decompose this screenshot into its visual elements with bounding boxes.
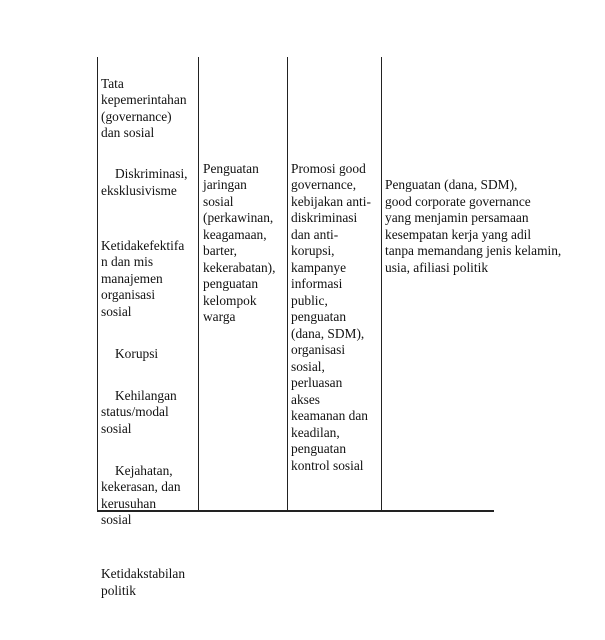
table-cell-public-response bbox=[291, 144, 381, 491]
risk-item-korupsi: Korupsi bbox=[115, 345, 159, 361]
table-divider-2 bbox=[287, 57, 288, 512]
risk-item-kehilangan-status: Kehilangan status/modal sosial bbox=[101, 387, 177, 436]
market-response-text: Penguatan (dana, SDM), good corporate governance yang menjamin persamaan kesempatan kerja yang adil tanpa memandang jenis kelamin, usia, afiliasi politik bbox=[385, 177, 562, 275]
risk-item-ketidakstabilan: Ketidakstabilan politik bbox=[101, 566, 186, 598]
risk-item-ketidakefektifan: Ketidakefektifa n dan mis manajemen organisasi sosial bbox=[101, 237, 185, 319]
table-cell-risk-column bbox=[101, 59, 197, 616]
table-divider-3 bbox=[381, 57, 382, 512]
table-cell-informal-response bbox=[203, 144, 287, 342]
informal-response-text: Penguatan jaringan sosial (perkawinan, keagamaan, barter, kekerabatan), penguatan kelompok warga bbox=[203, 160, 276, 324]
table-cell-market-response bbox=[385, 144, 605, 309]
public-response-text: Promosi good governance, kebijakan anti- diskriminasi dan anti- korupsi, kampanye informasi public, penguatan (dana, SDM), organisasi sosial, perluasan akses keamanan dan keadilan, penguatan kontrol sosial bbox=[291, 160, 371, 473]
table-divider-1 bbox=[198, 57, 199, 512]
risk-item-kejahatan: Kejahatan, kekerasan, dan kerusuhan sosial bbox=[101, 462, 181, 527]
table-border-left bbox=[97, 57, 98, 512]
risk-category-heading: Tata kepemerintahan (governance) dan sosial bbox=[101, 75, 187, 140]
risk-item-diskriminasi: Diskriminasi, eksklusivisme bbox=[101, 166, 188, 198]
